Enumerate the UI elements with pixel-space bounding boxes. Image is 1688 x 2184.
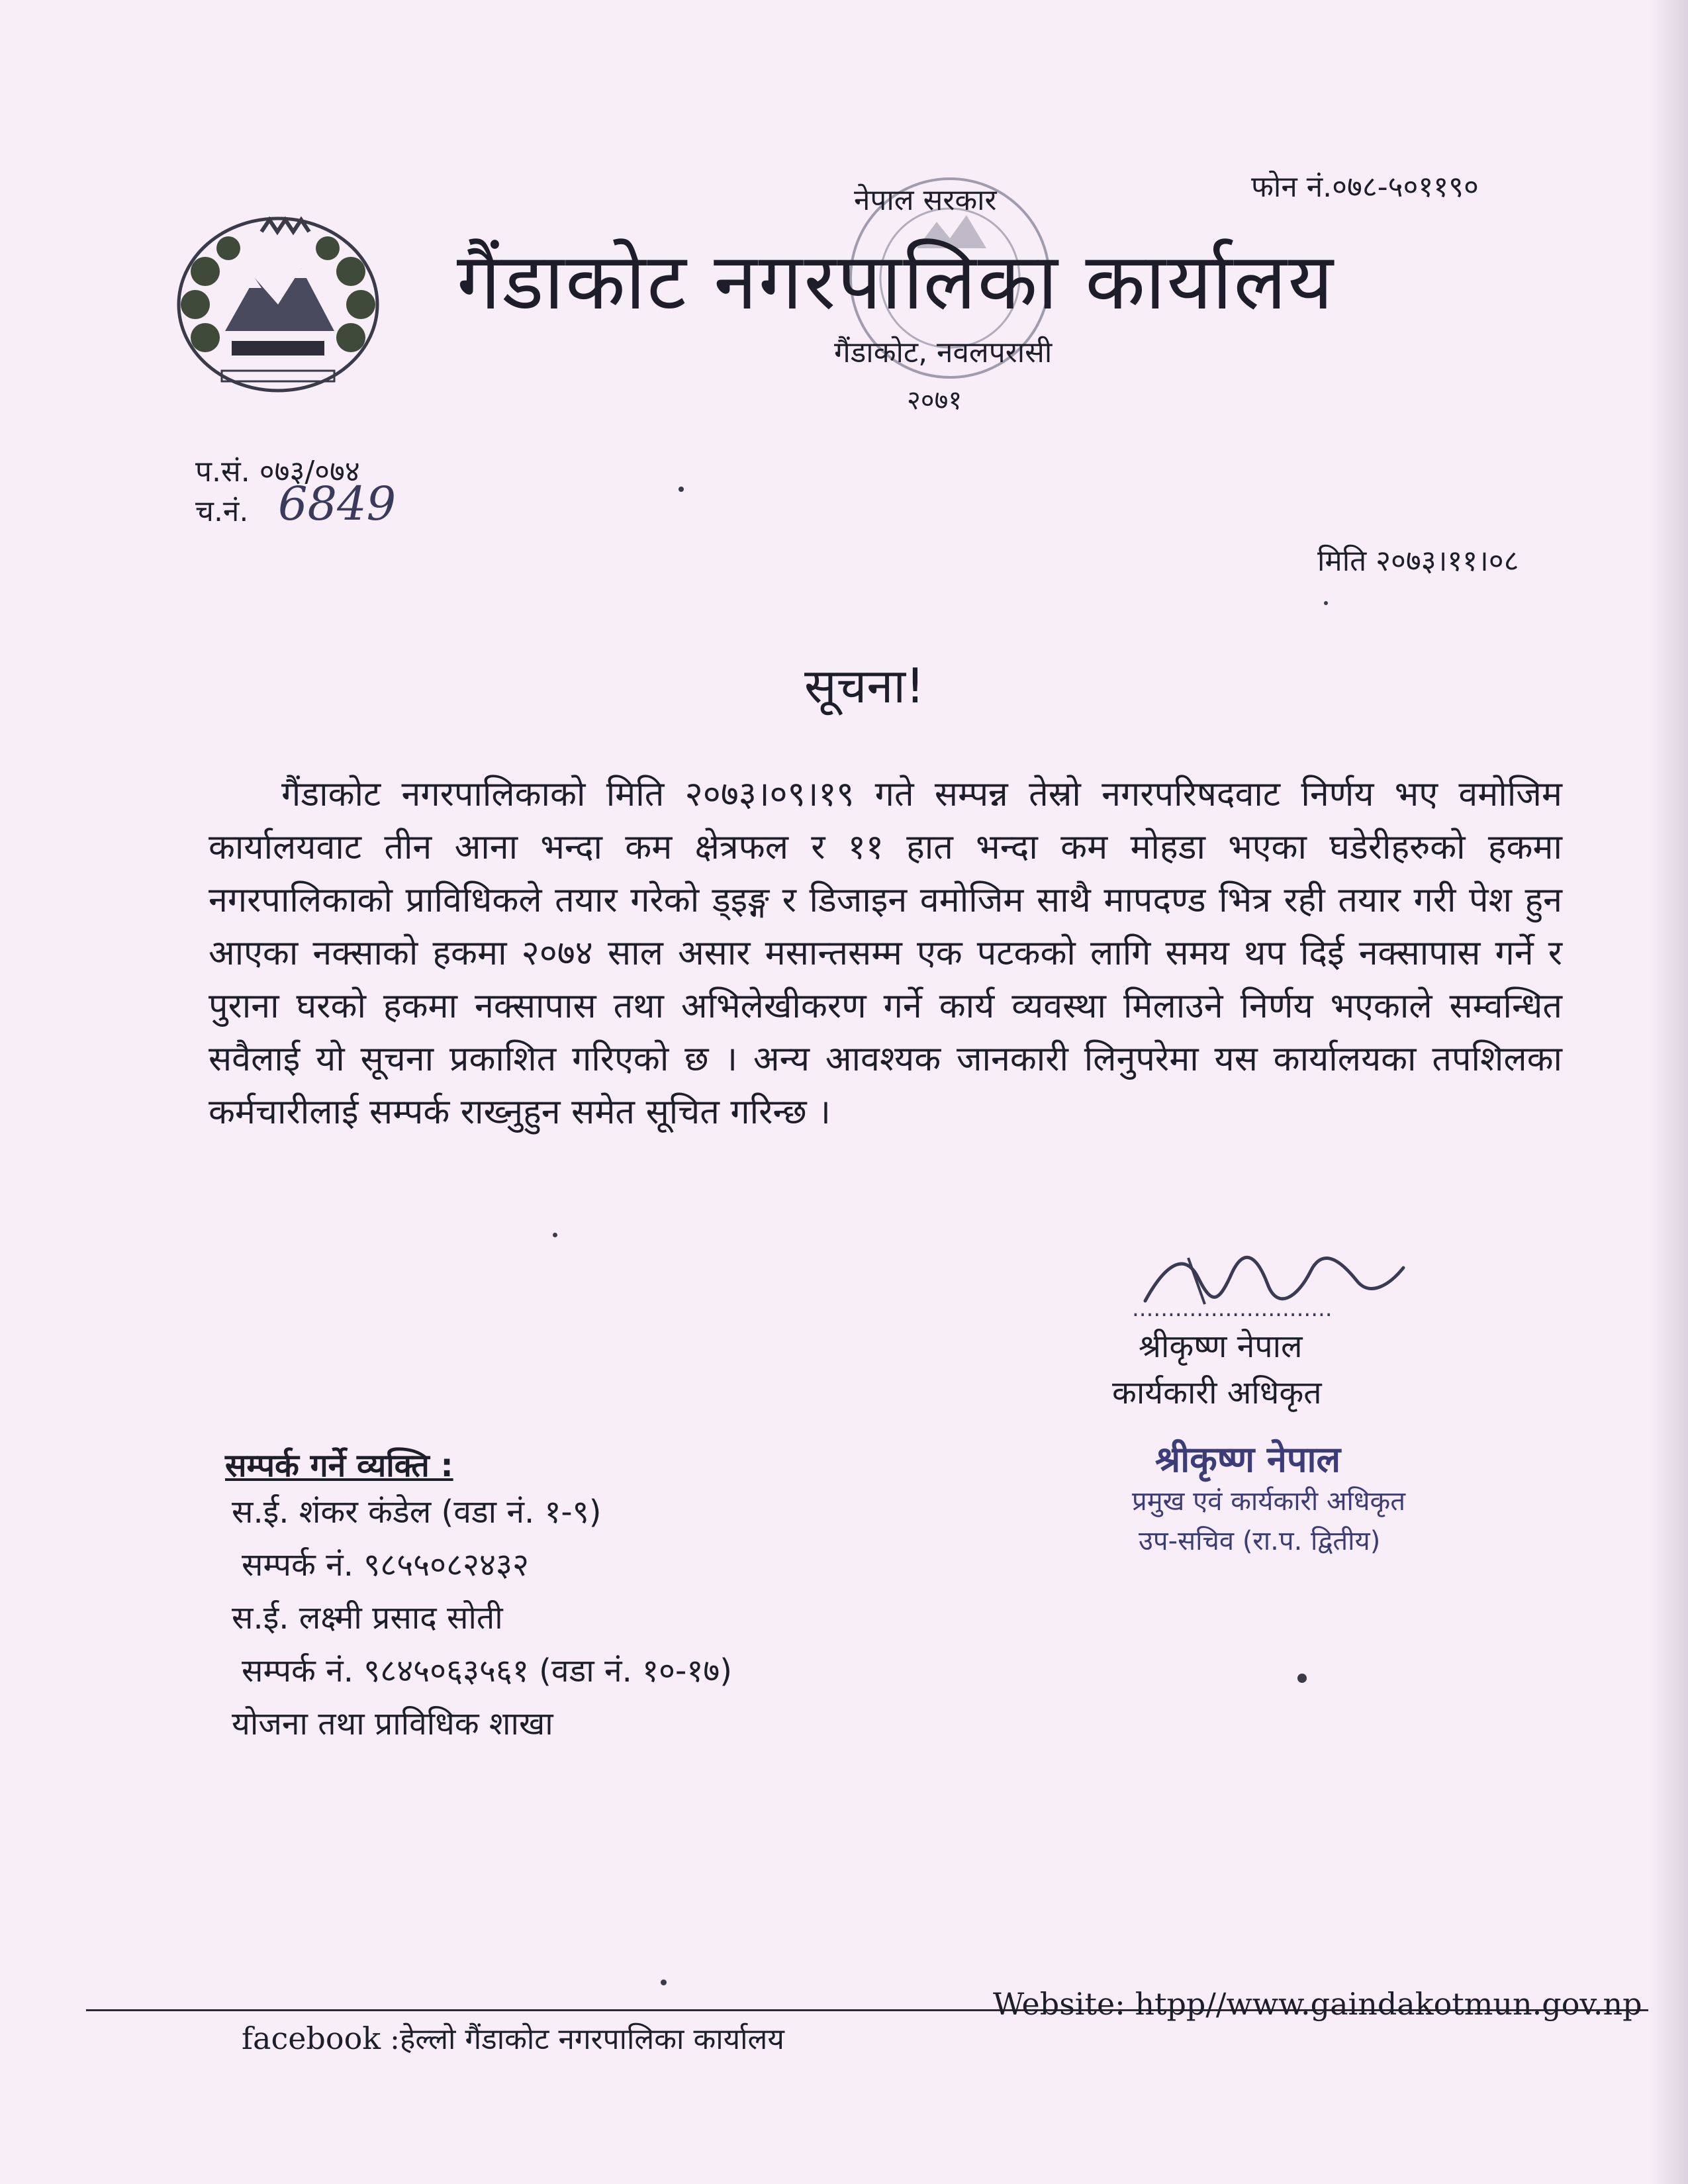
scan-speck xyxy=(661,1979,667,1985)
nepal-emblem-icon xyxy=(169,205,387,404)
government-label: नेपाल सरकार xyxy=(854,183,997,217)
contact-line-2: सम्पर्क नं. ९८५५०८२४३२ xyxy=(242,1546,529,1584)
handwritten-signature-icon xyxy=(1125,1238,1436,1317)
signatory-name: श्रीकृष्ण नेपाल xyxy=(1139,1328,1303,1365)
stamp-name: श्रीकृष्ण नेपाल xyxy=(1155,1439,1341,1480)
scan-speck xyxy=(1297,1674,1307,1683)
contact-heading: सम्पर्क गर्ने व्यक्ति : xyxy=(225,1447,453,1484)
footer-facebook-label: facebook xyxy=(242,2020,381,2056)
contact-line-1: स.ई. शंकर कंडेल (वडा नं. १-९) xyxy=(232,1494,602,1531)
scan-speck xyxy=(553,1233,557,1237)
contact-line-5: योजना तथा प्राविधिक शाखा xyxy=(232,1705,553,1742)
office-address: गैंडाकोट, नवलपरासी xyxy=(834,336,1053,369)
notice-heading: सूचना! xyxy=(804,658,925,714)
office-title: गैंडाकोट नगरपालिका कार्यालय xyxy=(457,236,1335,327)
footer-website: Website: htpp//www.gaindakotmun.gov.np xyxy=(993,1986,1642,2022)
scan-speck xyxy=(1324,601,1328,605)
stamp-designation: प्रमुख एवं कार्यकारी अधिकृत xyxy=(1132,1486,1406,1517)
stamp-rank: उप-सचिव (रा.प. द्वितीय) xyxy=(1139,1526,1381,1556)
contact-line-3: स.ई. लक्ष्मी प्रसाद सोती xyxy=(232,1599,503,1637)
svg-text:............................: ............................ xyxy=(1132,1296,1333,1317)
reference-ps: प.सं. ०७३/०७४ xyxy=(195,455,360,489)
signatory-title: कार्यकारी अधिकृत xyxy=(1112,1374,1322,1411)
notice-date: मिति २०७३।११।०८ xyxy=(1317,544,1519,578)
scan-speck xyxy=(679,487,684,492)
contact-line-4: सम्पर्क नं. ९८४५०६३५६१ (वडा नं. १०-१७) xyxy=(242,1652,732,1689)
reference-cn-number: 6849 xyxy=(278,477,397,531)
notice-body: गैंडाकोट नगरपालिकाको मिति २०७३।०९।१९ गते सम्पन्न तेस्रो नगरपरिषदवाट निर्णय भए वमोजिम कार्यालयवाट तीन आना भन्दा कम क्षेत्रफल र ११ हात भन्दा कम मोहडा भएका घडेरीहरुको हकमा नगरपालिकाको प्राविधिकले तयार गरेको ड्इङ्ग र डिजाइन वमोजिम साथै मापदण्ड भित्र रही तयार गरी पेश हुन आएका नक्साको हकमा २०७४ साल असार मसान्तसम्म एक पटकको लागि समय थप दिई नक्सापास गर्ने र पुराना घरको हकमा नक्सापास तथा अभिलेखीकरण गर्ने कार्य व्यवस्था मिलाउने निर्णय भएकाले सम्वन्धित सवैलाई यो सूचना प्रकाशित गरिएको छ । अन्य आवश्यक जानकारी लिनुपरेमा यस कार्यालयका तपशिलका कर्मचारीलाई सम्पर्क राख्नुहुन समेत सूचित गरिन्छ । xyxy=(209,775,1562,1132)
stamp-year: २०७१ xyxy=(907,385,962,416)
footer-facebook xyxy=(242,2018,784,2058)
footer-facebook-value: :हेल्लो गैंडाकोट नगरपालिका कार्यालय xyxy=(390,2022,784,2056)
office-phone: फोन नं.०७८-५०११९० xyxy=(1251,170,1479,204)
reference-cn-label: च.नं. xyxy=(195,495,249,528)
page-edge-shadow xyxy=(1648,0,1688,2184)
